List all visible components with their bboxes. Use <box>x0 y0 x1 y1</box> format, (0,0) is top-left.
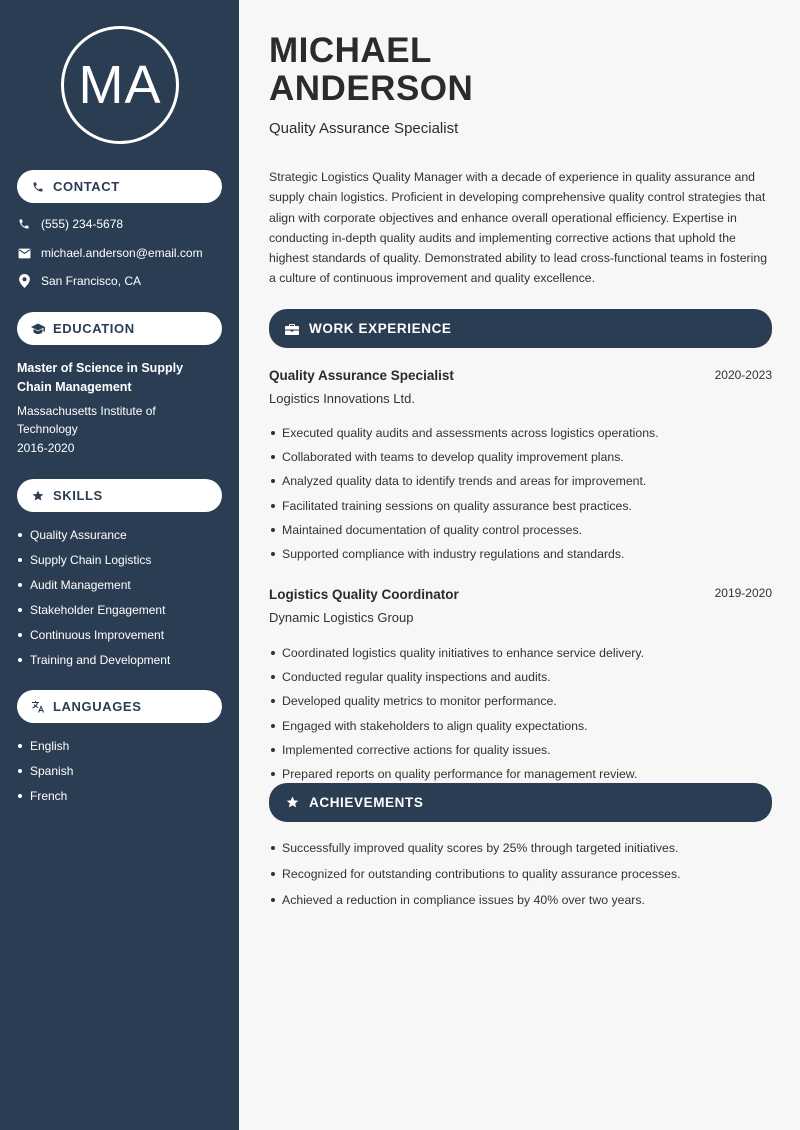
job-company: Dynamic Logistics Group <box>269 610 414 625</box>
job-dates: 2020-2023 <box>714 368 772 382</box>
skill-item: Stakeholder Engagement <box>17 601 170 626</box>
languages-list <box>17 737 73 812</box>
education-school: Massachusetts Institute of Technology <box>17 404 156 436</box>
candidate-title: Quality Assurance Specialist <box>269 120 459 137</box>
skill-item: Supply Chain Logistics <box>17 551 170 576</box>
candidate-name <box>269 32 473 108</box>
job-bullet: Prepared reports on quality performance for management review. <box>269 765 772 789</box>
job-bullet: Collaborated with teams to develop quality improvement plans. <box>269 448 772 472</box>
star-icon <box>31 489 45 503</box>
language-item: Spanish <box>17 762 73 787</box>
sidebar <box>0 0 239 1130</box>
briefcase-icon <box>285 322 299 336</box>
contact-location-text: San Francisco, CA <box>41 274 142 288</box>
job-title: Quality Assurance Specialist <box>269 368 454 383</box>
job-company: Logistics Innovations Ltd. <box>269 391 415 406</box>
achievements-heading-label: ACHIEVEMENTS <box>309 795 424 810</box>
contact-phone-text: (555) 234-5678 <box>41 217 124 231</box>
profile-summary: Strategic Logistics Quality Manager with a decade of experience in quality assurance and supply chain logistics. Proficient in developing comprehensive quality control strategies that align with corporate objectives and enhance overall operational efficiency. Expertise in conducting in-depth quality audits and implementing corrective actions that uphold the highest standards of quality. Demonstrated ability to lead cross-functional teams in fostering a culture of continuous improvement and quality excellence. <box>269 170 768 286</box>
skill-item: Training and Development <box>17 651 170 676</box>
achievement-item: Successfully improved quality scores by 25% through targeted initiatives. <box>269 839 772 865</box>
job-bullet: Implemented corrective actions for quality issues. <box>269 741 772 765</box>
skills-heading-label: SKILLS <box>53 488 103 503</box>
envelope-icon <box>17 248 31 259</box>
achievements-heading <box>269 783 772 822</box>
job-bullet: Executed quality audits and assessments across logistics operations. <box>269 424 772 448</box>
language-item: English <box>17 737 73 762</box>
monogram: MA <box>61 26 179 144</box>
language-item: French <box>17 787 73 812</box>
achievement-item: Recognized for outstanding contributions to quality assurance processes. <box>269 865 772 891</box>
job-bullet: Analyzed quality data to identify trends and areas for improvement. <box>269 472 772 496</box>
graduation-cap-icon <box>31 322 45 336</box>
name-first: MICHAEL <box>269 31 432 70</box>
star-icon <box>285 796 299 810</box>
contact-email-text: michael.anderson@email.com <box>41 246 203 260</box>
contact-heading <box>17 170 222 203</box>
work-experience-heading-label: WORK EXPERIENCE <box>309 321 452 336</box>
job-bullet: Engaged with stakeholders to align quality expectations. <box>269 717 772 741</box>
job-bullet: Maintained documentation of quality control processes. <box>269 521 772 545</box>
job-bullets <box>269 424 772 569</box>
translate-icon <box>31 700 45 714</box>
job-dates: 2019-2020 <box>714 586 772 600</box>
job-title: Logistics Quality Coordinator <box>269 587 459 602</box>
skills-heading <box>17 479 222 512</box>
job-bullet: Conducted regular quality inspections and audits. <box>269 668 772 692</box>
achievement-item: Achieved a reduction in compliance issues by 40% over two years. <box>269 891 772 917</box>
name-last: ANDERSON <box>269 69 474 108</box>
job-bullet: Facilitated training sessions on quality assurance best practices. <box>269 497 772 521</box>
job-bullet: Coordinated logistics quality initiatives to enhance service delivery. <box>269 644 772 668</box>
phone-icon <box>31 180 45 194</box>
skill-item: Continuous Improvement <box>17 626 170 651</box>
job-bullets <box>269 644 772 789</box>
contact-phone[interactable] <box>17 217 123 231</box>
skill-item: Quality Assurance <box>17 526 170 551</box>
contact-location <box>17 274 141 288</box>
languages-heading-label: LANGUAGES <box>53 699 142 714</box>
job-bullet: Supported compliance with industry regulations and standards. <box>269 545 772 569</box>
education-heading <box>17 312 222 345</box>
job-bullet: Developed quality metrics to monitor performance. <box>269 692 772 716</box>
achievements-list <box>269 839 772 917</box>
contact-heading-label: CONTACT <box>53 179 120 194</box>
education-degree: Master of Science in Supply Chain Management <box>17 361 184 394</box>
education-heading-label: EDUCATION <box>53 321 135 336</box>
skill-item: Audit Management <box>17 576 170 601</box>
education-years: 2016-2020 <box>17 441 75 455</box>
contact-email[interactable] <box>17 246 203 260</box>
skills-list <box>17 526 170 676</box>
phone-icon <box>17 218 31 230</box>
languages-heading <box>17 690 222 723</box>
work-experience-heading <box>269 309 772 348</box>
location-pin-icon <box>17 274 31 288</box>
